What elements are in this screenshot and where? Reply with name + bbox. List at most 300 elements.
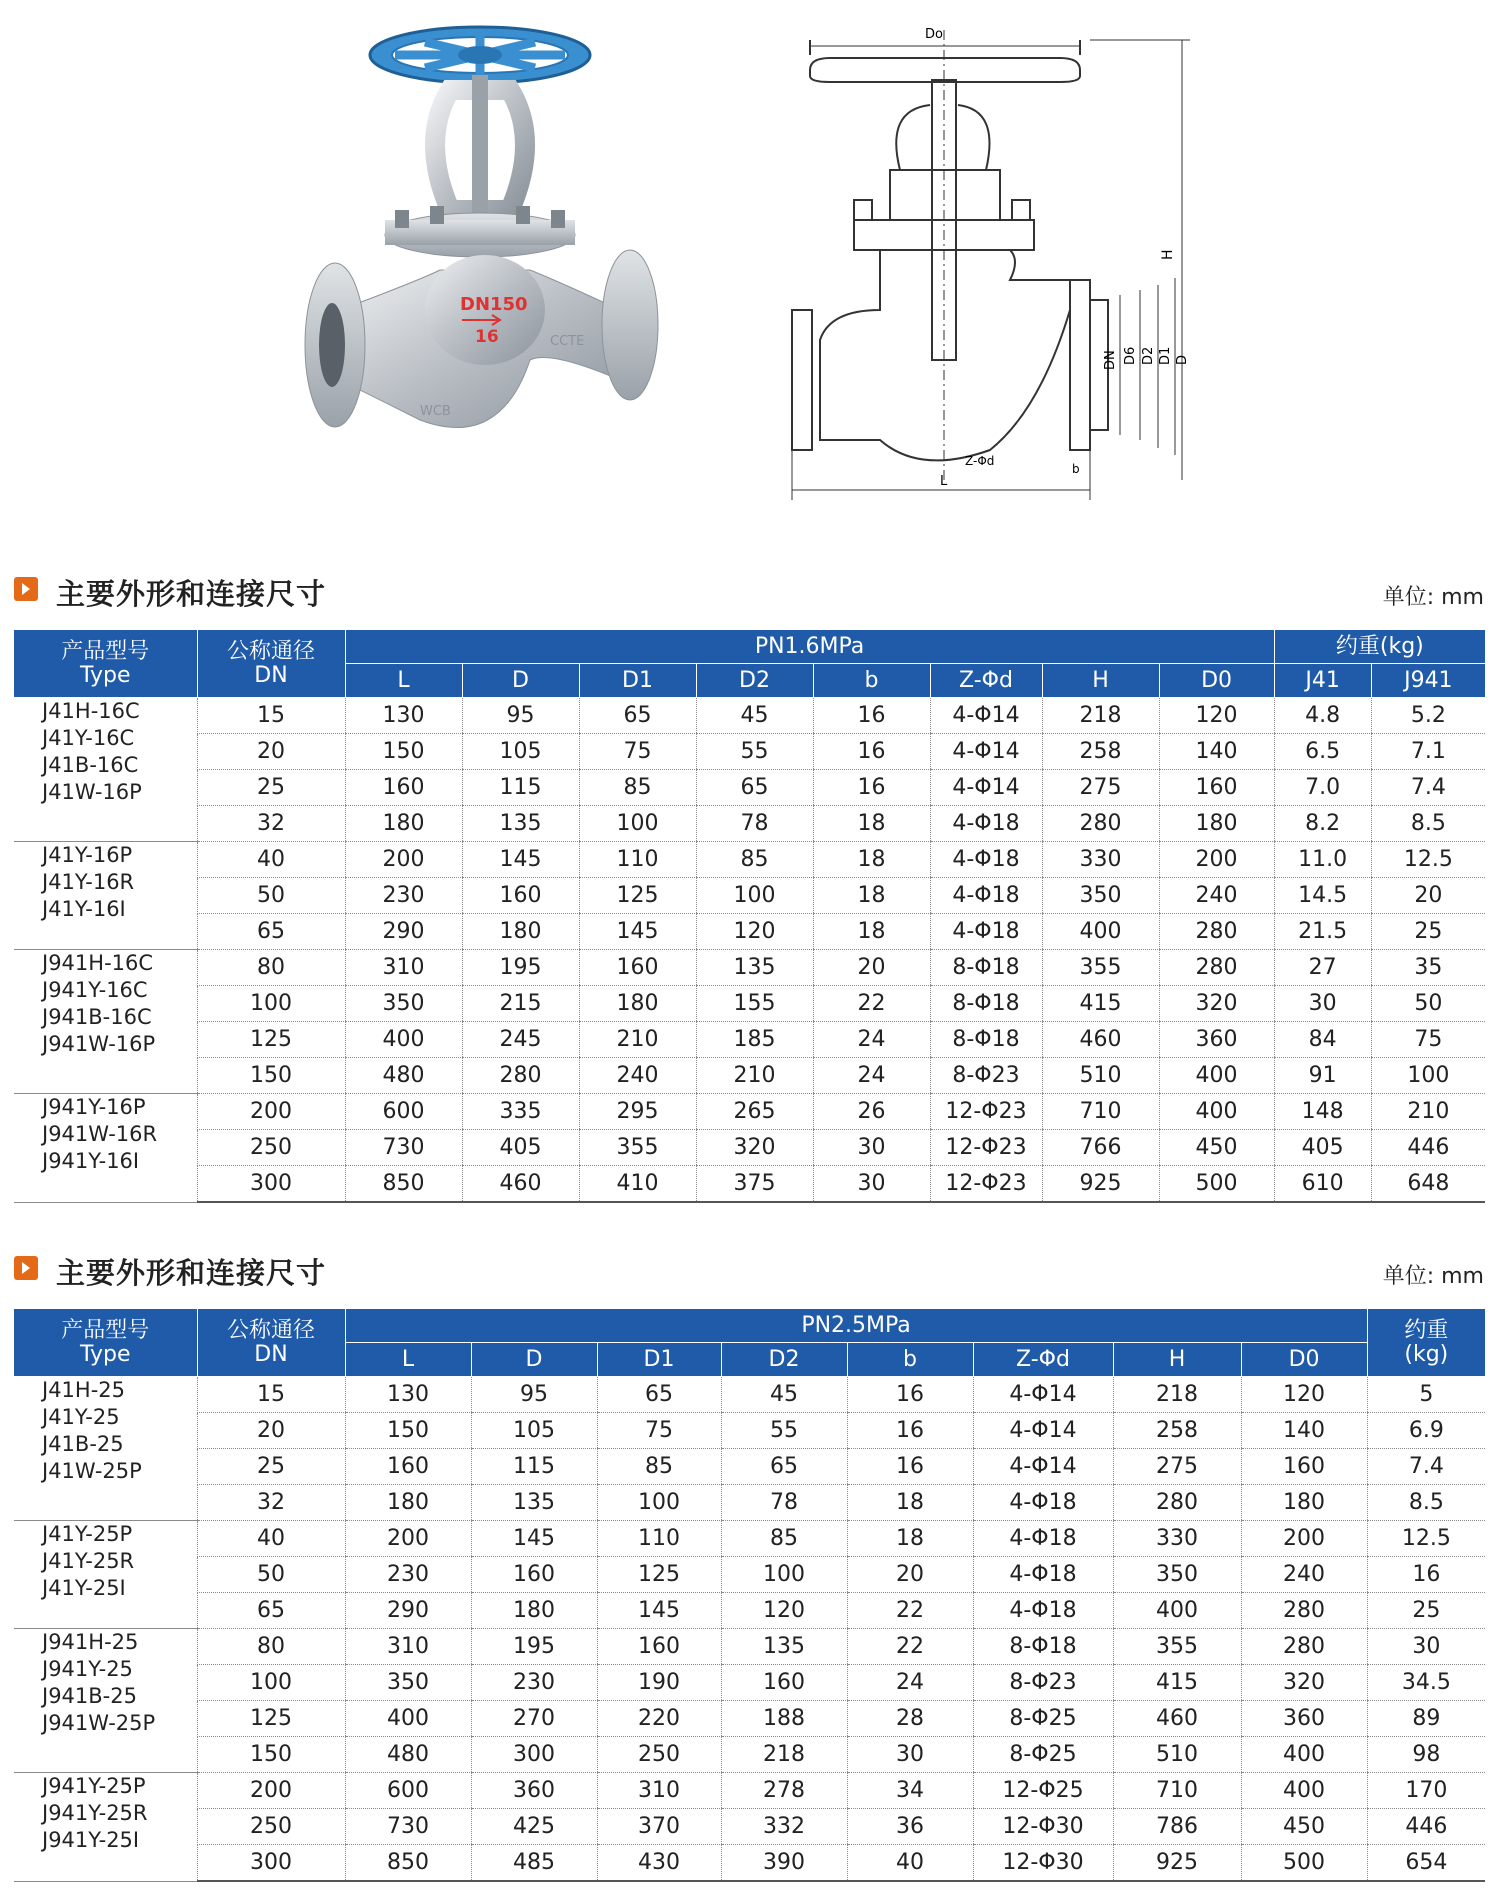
- table-cell: 50: [197, 878, 345, 914]
- table-cell: 40: [197, 842, 345, 878]
- table-cell: 145: [471, 1521, 597, 1557]
- table-cell: 320: [696, 1130, 813, 1166]
- table-cell: 36: [847, 1809, 973, 1845]
- casting-mark-2: CCTE: [550, 334, 585, 349]
- table-cell: 125: [197, 1022, 345, 1058]
- valve-photo: [300, 20, 680, 480]
- table-row: [14, 842, 1485, 878]
- table-cell: 18: [847, 1485, 973, 1521]
- table-cell: 210: [1371, 1094, 1485, 1130]
- table-cell: 415: [1113, 1665, 1241, 1701]
- table-cell: 425: [471, 1809, 597, 1845]
- table-cell: 100: [197, 1665, 345, 1701]
- table-cell: 210: [579, 1022, 696, 1058]
- col-d0: D0: [1241, 1343, 1367, 1377]
- table-cell: 100: [1371, 1058, 1485, 1094]
- type-model: J41Y-25P: [42, 1522, 133, 1546]
- col-l: L: [345, 1343, 471, 1377]
- col-l: L: [345, 664, 462, 698]
- table-row: [14, 1058, 1485, 1094]
- table-row: [14, 1809, 1485, 1845]
- table-cell: 4-Φ18: [973, 1521, 1113, 1557]
- table-cell: 85: [696, 842, 813, 878]
- table-cell: 160: [462, 878, 579, 914]
- table-cell: 8.5: [1371, 806, 1485, 842]
- table-row: [14, 950, 1485, 986]
- table-cell: 200: [345, 842, 462, 878]
- table-cell: 730: [345, 1130, 462, 1166]
- table-cell: 80: [197, 1629, 345, 1665]
- dim-h: H: [1160, 249, 1176, 260]
- type-group: [14, 1521, 197, 1629]
- table-cell: 190: [597, 1665, 721, 1701]
- table-cell: 75: [597, 1413, 721, 1449]
- table-cell: 100: [597, 1485, 721, 1521]
- table-cell: 240: [1159, 878, 1274, 914]
- type-model: J41W-25P: [42, 1459, 142, 1483]
- table-cell: 55: [696, 734, 813, 770]
- table-cell: 300: [471, 1737, 597, 1773]
- table-cell: 85: [597, 1449, 721, 1485]
- table-cell: 710: [1042, 1094, 1159, 1130]
- col-pressure: PN2.5MPa: [345, 1309, 1367, 1343]
- table-cell: 22: [813, 986, 930, 1022]
- casting-mark: WCB: [420, 404, 451, 419]
- col-j41: J41: [1274, 664, 1371, 698]
- table-cell: 50: [197, 1557, 345, 1593]
- table-cell: 332: [721, 1809, 847, 1845]
- table-cell: 40: [847, 1845, 973, 1882]
- col-zd: Z-Φd: [973, 1343, 1113, 1377]
- type-group: [14, 842, 197, 950]
- table-cell: 7.4: [1367, 1449, 1485, 1485]
- table-cell: 8-Φ18: [930, 1022, 1042, 1058]
- table-cell: 24: [847, 1665, 973, 1701]
- type-model: J941H-25: [42, 1630, 139, 1654]
- table-cell: 24: [813, 1058, 930, 1094]
- table-cell: 85: [579, 770, 696, 806]
- table-row: [14, 1557, 1485, 1593]
- table-cell: 355: [579, 1130, 696, 1166]
- dim-d: D: [1175, 354, 1190, 365]
- table-cell: 125: [197, 1701, 345, 1737]
- table-cell: 145: [579, 914, 696, 950]
- type-model: J941W-16R: [42, 1122, 158, 1146]
- table-cell: 654: [1367, 1845, 1485, 1882]
- section1-unit: 单位: mm: [1382, 585, 1484, 610]
- col-pressure: PN1.6MPa: [345, 630, 1274, 664]
- section2-unit: 单位: mm: [1382, 1264, 1484, 1289]
- table-cell: 230: [345, 878, 462, 914]
- table-cell: 648: [1371, 1166, 1485, 1203]
- table-cell: 180: [345, 806, 462, 842]
- table-row: [14, 1094, 1485, 1130]
- table-cell: 135: [696, 950, 813, 986]
- table-cell: 22: [847, 1593, 973, 1629]
- table-cell: 335: [462, 1094, 579, 1130]
- table-cell: 105: [462, 734, 579, 770]
- type-model: J941Y-25: [42, 1657, 133, 1681]
- table-cell: 7.1: [1371, 734, 1485, 770]
- table-cell: 215: [462, 986, 579, 1022]
- table-cell: 95: [462, 698, 579, 734]
- table-cell: 75: [579, 734, 696, 770]
- table-cell: 25: [197, 1449, 345, 1485]
- table-cell: 290: [345, 1593, 471, 1629]
- table-cell: 350: [345, 1665, 471, 1701]
- table-cell: 350: [1042, 878, 1159, 914]
- table-cell: 8-Φ18: [930, 950, 1042, 986]
- table-cell: 195: [471, 1629, 597, 1665]
- table-cell: 150: [197, 1737, 345, 1773]
- table-cell: 400: [1113, 1593, 1241, 1629]
- table-cell: 15: [197, 698, 345, 734]
- table-cell: 135: [471, 1485, 597, 1521]
- table-cell: 300: [197, 1166, 345, 1203]
- table-cell: 200: [197, 1773, 345, 1809]
- dim-d0: Do: [925, 27, 943, 42]
- table-cell: 446: [1371, 1130, 1485, 1166]
- table-cell: 110: [597, 1521, 721, 1557]
- table-cell: 140: [1241, 1413, 1367, 1449]
- table-cell: 295: [579, 1094, 696, 1130]
- col-type: 产品型号 Type: [14, 630, 197, 698]
- type-model: J41H-25: [42, 1378, 126, 1402]
- table-cell: 600: [345, 1773, 471, 1809]
- section1-title: 主要外形和连接尺寸: [56, 577, 327, 611]
- table-cell: 320: [1159, 986, 1274, 1022]
- col-d1: D1: [597, 1343, 721, 1377]
- table-row: [14, 914, 1485, 950]
- dim-b: b: [1072, 462, 1080, 476]
- table-cell: 280: [462, 1058, 579, 1094]
- col-b: b: [847, 1343, 973, 1377]
- table-cell: 250: [197, 1130, 345, 1166]
- table-cell: 258: [1113, 1413, 1241, 1449]
- table-cell: 4-Φ14: [973, 1377, 1113, 1413]
- table-row: [14, 806, 1485, 842]
- table-cell: 18: [813, 806, 930, 842]
- section2-header: [14, 1249, 1484, 1289]
- col-d0: D0: [1159, 664, 1274, 698]
- table-cell: 34: [847, 1773, 973, 1809]
- table-cell: 850: [345, 1845, 471, 1882]
- table-row: [14, 1377, 1485, 1413]
- table-cell: 20: [847, 1557, 973, 1593]
- table-cell: 185: [696, 1022, 813, 1058]
- table-cell: 18: [813, 914, 930, 950]
- table-cell: 32: [197, 1485, 345, 1521]
- table-cell: 200: [345, 1521, 471, 1557]
- dim-dn: DN: [1103, 350, 1118, 370]
- type-model: J41H-16C: [42, 699, 140, 723]
- table-cell: 12-Φ30: [973, 1845, 1113, 1882]
- table-cell: 4-Φ18: [930, 914, 1042, 950]
- table-cell: 430: [597, 1845, 721, 1882]
- table-cell: 4-Φ14: [930, 770, 1042, 806]
- table-cell: 270: [471, 1701, 597, 1737]
- table-row: [14, 878, 1485, 914]
- table-cell: 91: [1274, 1058, 1371, 1094]
- table-cell: 600: [345, 1094, 462, 1130]
- table-cell: 21.5: [1274, 914, 1371, 950]
- table-cell: 28: [847, 1701, 973, 1737]
- table-cell: 24: [813, 1022, 930, 1058]
- section2-title: 主要外形和连接尺寸: [56, 1256, 327, 1290]
- table-cell: 218: [1113, 1377, 1241, 1413]
- table-cell: 12.5: [1367, 1521, 1485, 1557]
- table-cell: 20: [197, 734, 345, 770]
- table-cell: 12-Φ25: [973, 1773, 1113, 1809]
- type-group: [14, 950, 197, 1094]
- type-model: J941W-16P: [42, 1032, 156, 1056]
- type-model: J941Y-25R: [42, 1801, 148, 1825]
- table-cell: 4-Φ14: [930, 734, 1042, 770]
- spec-table-pn25: [14, 1309, 1485, 1882]
- table-cell: 160: [579, 950, 696, 986]
- type-model: J41Y-25: [42, 1405, 120, 1429]
- table-row: [14, 1737, 1485, 1773]
- table-cell: 8-Φ25: [973, 1701, 1113, 1737]
- type-model: J41B-16C: [42, 753, 139, 777]
- type-model: J941Y-25P: [42, 1774, 146, 1798]
- table-cell: 65: [721, 1449, 847, 1485]
- table-cell: 20: [197, 1413, 345, 1449]
- table-cell: 480: [345, 1737, 471, 1773]
- table-cell: 180: [471, 1593, 597, 1629]
- table-cell: 265: [696, 1094, 813, 1130]
- col-type: 产品型号 Type: [14, 1309, 197, 1377]
- table-cell: 320: [1241, 1665, 1367, 1701]
- table-cell: 84: [1274, 1022, 1371, 1058]
- table-cell: 95: [471, 1377, 597, 1413]
- col-h: H: [1113, 1343, 1241, 1377]
- spec-table-pn16: [14, 630, 1485, 1203]
- table-cell: 180: [345, 1485, 471, 1521]
- table-row: [14, 1629, 1485, 1665]
- table-cell: 188: [721, 1701, 847, 1737]
- table-cell: 330: [1042, 842, 1159, 878]
- col-dn: 公称通径 DN: [197, 1309, 345, 1377]
- table-cell: 26: [813, 1094, 930, 1130]
- dim-d6: D6: [1123, 346, 1138, 365]
- table-cell: 160: [471, 1557, 597, 1593]
- table-cell: 510: [1042, 1058, 1159, 1094]
- table-cell: 4.8: [1274, 698, 1371, 734]
- table-cell: 360: [1159, 1022, 1274, 1058]
- table-cell: 120: [721, 1593, 847, 1629]
- table-cell: 280: [1042, 806, 1159, 842]
- table-cell: 25: [197, 770, 345, 806]
- type-model: J941Y-16P: [42, 1095, 146, 1119]
- table-cell: 710: [1113, 1773, 1241, 1809]
- table-cell: 25: [1371, 914, 1485, 950]
- table-cell: 160: [1241, 1449, 1367, 1485]
- table-cell: 500: [1159, 1166, 1274, 1203]
- type-model: J941Y-16C: [42, 978, 148, 1002]
- table-cell: 4-Φ18: [973, 1557, 1113, 1593]
- table-cell: 14.5: [1274, 878, 1371, 914]
- table-cell: 8-Φ18: [930, 986, 1042, 1022]
- table-cell: 20: [813, 950, 930, 986]
- table-cell: 160: [597, 1629, 721, 1665]
- table-cell: 145: [462, 842, 579, 878]
- table-cell: 355: [1042, 950, 1159, 986]
- table-cell: 125: [597, 1557, 721, 1593]
- table-cell: 275: [1042, 770, 1159, 806]
- type-model: J941B-16C: [42, 1005, 152, 1029]
- table-cell: 115: [462, 770, 579, 806]
- section-arrow-icon: [14, 1256, 38, 1280]
- table-cell: 55: [721, 1413, 847, 1449]
- table-cell: 16: [847, 1377, 973, 1413]
- dim-l: L: [940, 474, 948, 489]
- table-cell: 16: [813, 698, 930, 734]
- table-cell: 766: [1042, 1130, 1159, 1166]
- type-model: J41Y-16I: [42, 897, 126, 921]
- table-row: [14, 1449, 1485, 1485]
- table-cell: 170: [1367, 1773, 1485, 1809]
- table-cell: 230: [345, 1557, 471, 1593]
- table-cell: 8.2: [1274, 806, 1371, 842]
- dim-d2: D2: [1141, 346, 1156, 365]
- table-cell: 200: [1159, 842, 1274, 878]
- table-cell: 12-Φ23: [930, 1094, 1042, 1130]
- table-cell: 135: [721, 1629, 847, 1665]
- table-cell: 105: [471, 1413, 597, 1449]
- table-cell: 200: [1241, 1521, 1367, 1557]
- col-weight: 约重(kg): [1274, 630, 1485, 664]
- table-cell: 280: [1159, 950, 1274, 986]
- table-cell: 16: [847, 1449, 973, 1485]
- table-cell: 250: [197, 1809, 345, 1845]
- table-cell: 18: [813, 878, 930, 914]
- table-cell: 210: [696, 1058, 813, 1094]
- col-b: b: [813, 664, 930, 698]
- table-row: [14, 1521, 1485, 1557]
- table-row: [14, 1413, 1485, 1449]
- handwheel-icon: [370, 27, 590, 83]
- table-cell: 16: [847, 1413, 973, 1449]
- table-cell: 8-Φ23: [930, 1058, 1042, 1094]
- type-model: J941Y-16I: [42, 1149, 140, 1173]
- type-group: [14, 1094, 197, 1203]
- table-cell: 78: [696, 806, 813, 842]
- table-cell: 150: [197, 1058, 345, 1094]
- table-cell: 400: [1159, 1094, 1274, 1130]
- table-cell: 310: [597, 1773, 721, 1809]
- table-cell: 510: [1113, 1737, 1241, 1773]
- col-j941: J941: [1371, 664, 1485, 698]
- table-cell: 240: [1241, 1557, 1367, 1593]
- table-cell: 360: [471, 1773, 597, 1809]
- table-cell: 12-Φ23: [930, 1130, 1042, 1166]
- table-cell: 8.5: [1367, 1485, 1485, 1521]
- table-row: [14, 1485, 1485, 1521]
- table-cell: 89: [1367, 1701, 1485, 1737]
- table-cell: 400: [1241, 1773, 1367, 1809]
- table-row: [14, 1130, 1485, 1166]
- table-cell: 30: [813, 1166, 930, 1203]
- table-cell: 110: [579, 842, 696, 878]
- table-cell: 120: [696, 914, 813, 950]
- table-cell: 350: [345, 986, 462, 1022]
- valve-drawing: [790, 10, 1190, 500]
- table-cell: 180: [1159, 806, 1274, 842]
- table-cell: 280: [1241, 1629, 1367, 1665]
- table-cell: 7.4: [1371, 770, 1485, 806]
- col-d: D: [462, 664, 579, 698]
- table-cell: 155: [696, 986, 813, 1022]
- type-model: J41Y-25I: [42, 1576, 126, 1600]
- table-cell: 310: [345, 950, 462, 986]
- table-cell: 300: [197, 1845, 345, 1882]
- table-row: [14, 1701, 1485, 1737]
- table-cell: 75: [1371, 1022, 1485, 1058]
- table-cell: 35: [1371, 950, 1485, 986]
- table-cell: 130: [345, 1377, 471, 1413]
- table-cell: 460: [1042, 1022, 1159, 1058]
- table-cell: 30: [1274, 986, 1371, 1022]
- table-cell: 40: [197, 1521, 345, 1557]
- table-cell: 375: [696, 1166, 813, 1203]
- table-cell: 120: [1241, 1377, 1367, 1413]
- type-group: [14, 1629, 197, 1773]
- table-cell: 145: [597, 1593, 721, 1629]
- table-cell: 400: [345, 1022, 462, 1058]
- table-cell: 27: [1274, 950, 1371, 986]
- table-cell: 280: [1241, 1593, 1367, 1629]
- table-cell: 32: [197, 806, 345, 842]
- table-cell: 405: [462, 1130, 579, 1166]
- table-cell: 6.5: [1274, 734, 1371, 770]
- type-group: [14, 698, 197, 842]
- table-cell: 12.5: [1371, 842, 1485, 878]
- type-model: J41Y-16R: [42, 870, 135, 894]
- table-cell: 135: [462, 806, 579, 842]
- table-cell: 4-Φ18: [930, 878, 1042, 914]
- table-cell: 100: [696, 878, 813, 914]
- table-row: [14, 1593, 1485, 1629]
- table-cell: 4-Φ14: [973, 1413, 1113, 1449]
- table-cell: 45: [696, 698, 813, 734]
- table-cell: 160: [721, 1665, 847, 1701]
- table-cell: 400: [1159, 1058, 1274, 1094]
- table-cell: 218: [721, 1737, 847, 1773]
- table-cell: 45: [721, 1377, 847, 1413]
- table-cell: 4-Φ18: [930, 842, 1042, 878]
- table-cell: 25: [1367, 1593, 1485, 1629]
- table-cell: 65: [696, 770, 813, 806]
- table-cell: 65: [579, 698, 696, 734]
- table-cell: 8-Φ23: [973, 1665, 1113, 1701]
- table-cell: 98: [1367, 1737, 1485, 1773]
- table-cell: 34.5: [1367, 1665, 1485, 1701]
- table-cell: 4-Φ14: [973, 1449, 1113, 1485]
- table-cell: 8-Φ25: [973, 1737, 1113, 1773]
- table-cell: 18: [847, 1521, 973, 1557]
- section1-header: [14, 570, 1484, 610]
- col-dn: 公称通径 DN: [197, 630, 345, 698]
- table-row: [14, 1773, 1485, 1809]
- dim-d1: D1: [1158, 346, 1173, 365]
- table-cell: 180: [1241, 1485, 1367, 1521]
- table-cell: 250: [597, 1737, 721, 1773]
- table-cell: 20: [1371, 878, 1485, 914]
- table-cell: 400: [345, 1701, 471, 1737]
- table-cell: 115: [471, 1449, 597, 1485]
- table-cell: 4-Φ18: [973, 1593, 1113, 1629]
